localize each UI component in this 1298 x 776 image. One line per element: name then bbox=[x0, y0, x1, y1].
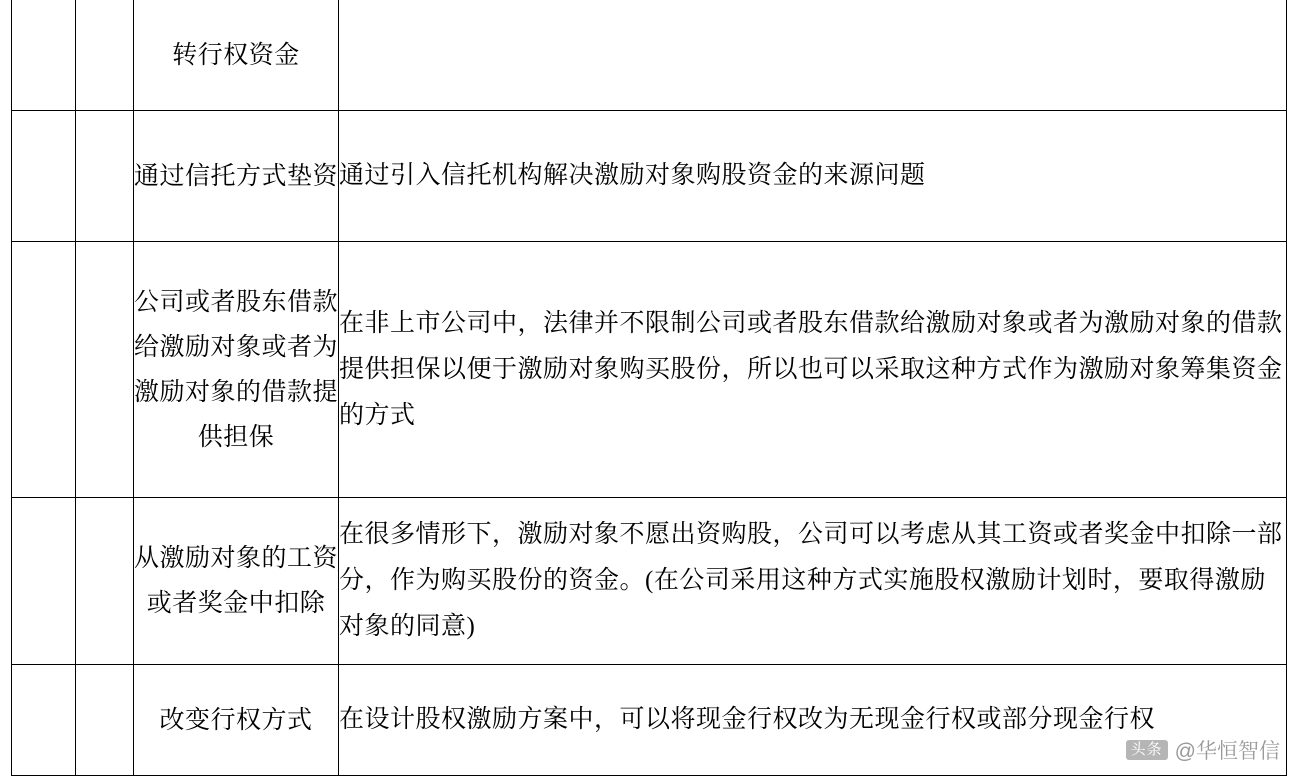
row-spacer-cell bbox=[76, 498, 134, 665]
row-method-label: 从激励对象的工资或者奖金中扣除 bbox=[134, 498, 339, 665]
table-row bbox=[12, 242, 1287, 498]
row-spacer-cell bbox=[76, 242, 134, 498]
row-method-label: 公司或者股东借款给激励对象或者为激励对象的借款提供担保 bbox=[134, 242, 339, 498]
row-method-label: 通过信托方式垫资 bbox=[134, 111, 339, 242]
row-description bbox=[339, 0, 1287, 111]
row-spacer-cell bbox=[12, 242, 76, 498]
row-description: 在设计股权激励方案中，可以将现金行权改为无现金行权或部分现金行权 bbox=[339, 665, 1287, 776]
row-spacer-cell bbox=[76, 111, 134, 242]
table-row bbox=[12, 665, 1287, 776]
table-row bbox=[12, 0, 1287, 111]
watermark bbox=[1126, 735, 1280, 765]
toutiao-logo-icon: 头条 bbox=[1126, 740, 1168, 761]
row-spacer-cell bbox=[12, 498, 76, 665]
incentive-funding-table bbox=[11, 0, 1287, 776]
row-spacer-cell bbox=[76, 665, 134, 776]
row-spacer-cell bbox=[12, 111, 76, 242]
table-row bbox=[12, 498, 1287, 665]
row-description: 在很多情形下，激励对象不愿出资购股，公司可以考虑从其工资或者奖金中扣除一部分，作为购买股份的资金。(在公司采用这种方式实施股权激励计划时，要取得激励对象的同意) bbox=[339, 498, 1287, 665]
table-row bbox=[12, 111, 1287, 242]
row-spacer-cell bbox=[12, 0, 76, 111]
row-description: 通过引入信托机构解决激励对象购股资金的来源问题 bbox=[339, 111, 1287, 242]
row-spacer-cell bbox=[12, 665, 76, 776]
row-description: 在非上市公司中，法律并不限制公司或者股东借款给激励对象或者为激励对象的借款提供担保以便于激励对象购买股份，所以也可以采取这种方式作为激励对象筹集资金的方式 bbox=[339, 242, 1287, 498]
row-method-label: 改变行权方式 bbox=[134, 665, 339, 776]
row-spacer-cell bbox=[76, 0, 134, 111]
watermark-text: @华恒智信 bbox=[1174, 740, 1280, 763]
row-method-label: 转行权资金 bbox=[134, 0, 339, 111]
